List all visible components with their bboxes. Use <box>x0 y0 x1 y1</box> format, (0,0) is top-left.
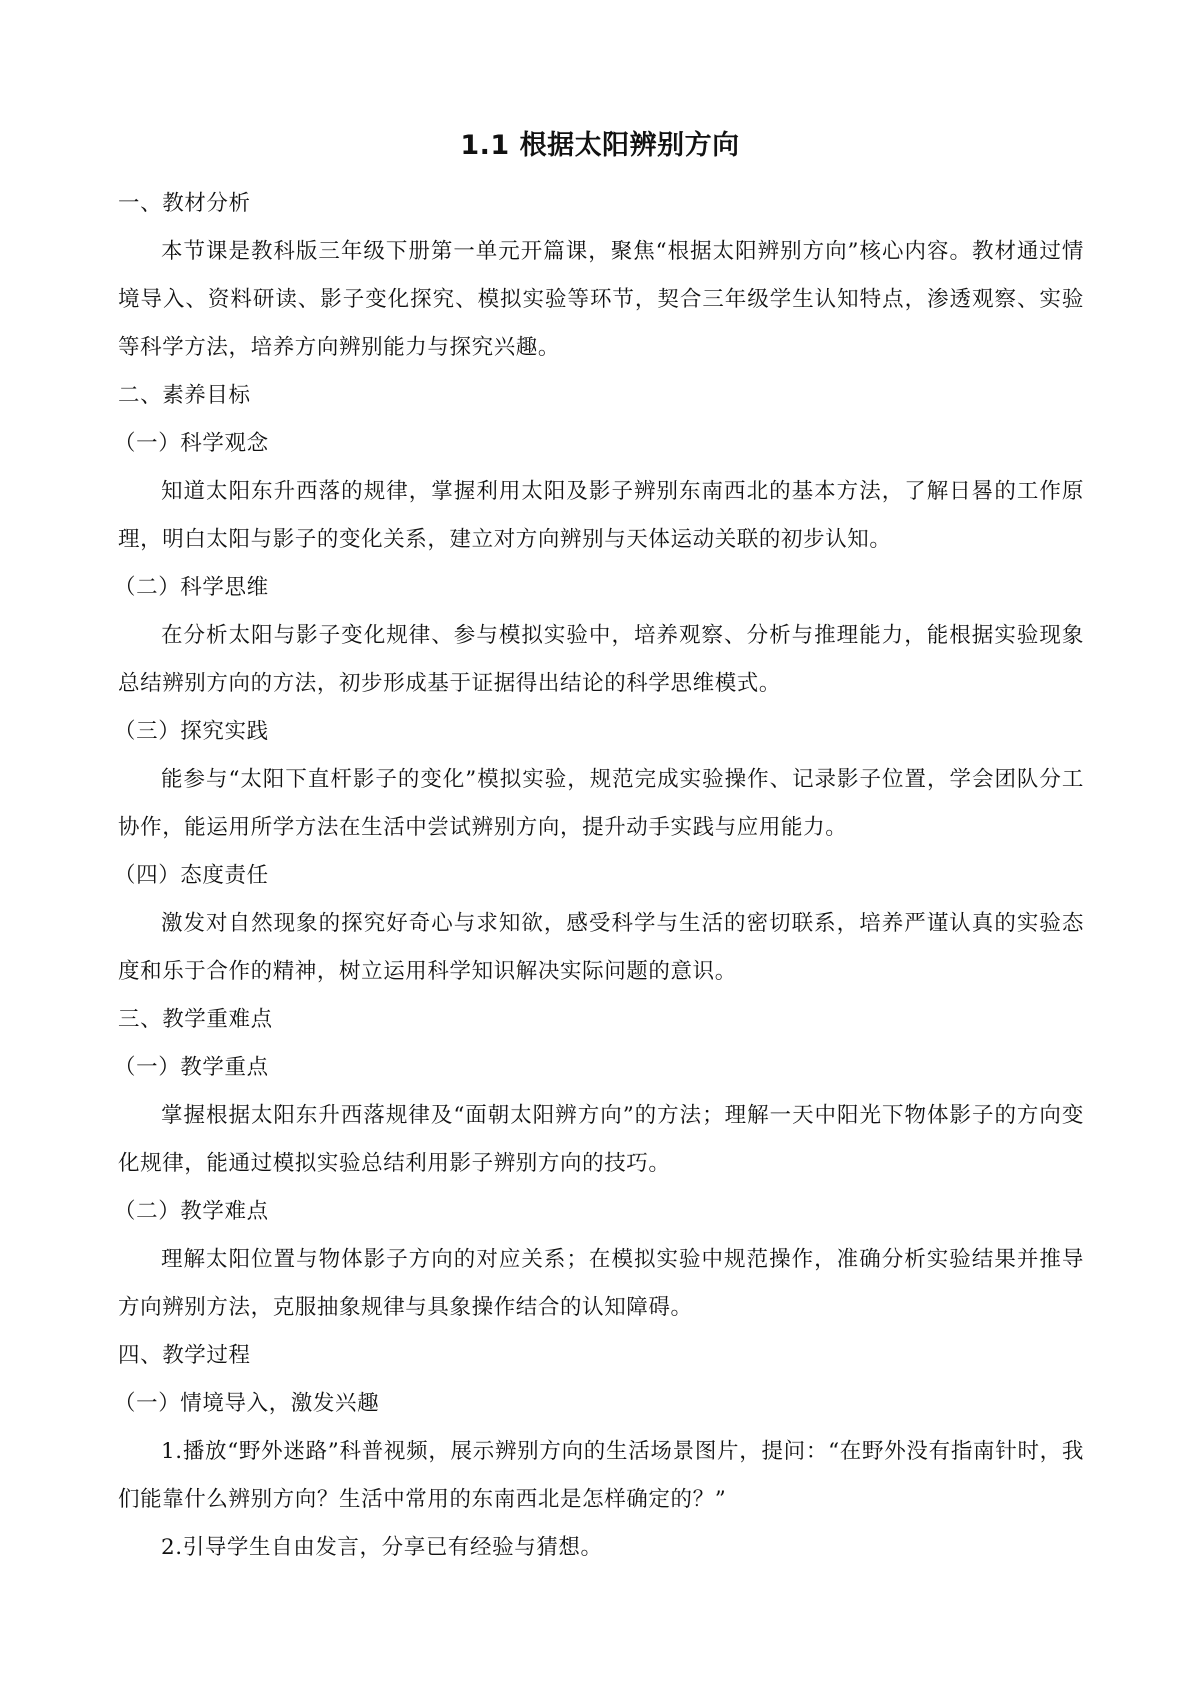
paragraph-process-step-2: 2.引导学生自由发言，分享已有经验与猜想。 <box>161 1535 603 1560</box>
subheading-attitude-responsibility: （四）态度责任 <box>114 863 269 888</box>
subheading-teaching-difficulty: （二）教学难点 <box>114 1199 269 1224</box>
paragraph-scientific-thinking: 在分析太阳与影子变化规律、参与模拟实验中，培养观察、分析与推理能力，能根据实验现象总结辨别方向的方法，初步形成基于证据得出结论的科学思维模式。 <box>118 623 1084 696</box>
subheading-situation-introduction: （一）情境导入，激发兴趣 <box>114 1391 380 1416</box>
paragraph-teaching-difficulty: 理解太阳位置与物体影子方向的对应关系；在模拟实验中规范操作，准确分析实验结果并推导方向辨别方法，克服抽象规律与具象操作结合的认知障碍。 <box>118 1247 1084 1320</box>
paragraph-inquiry-practice: 能参与“太阳下直杆影子的变化”模拟实验，规范完成实验操作、记录影子位置，学会团队分工协作，能运用所学方法在生活中尝试辨别方向，提升动手实践与应用能力。 <box>118 767 1084 840</box>
paragraph-process-step-1: 1.播放“野外迷路”科普视频，展示辨别方向的生活场景图片，提问：“在野外没有指南针时，我们能靠什么辨别方向？生活中常用的东南西北是怎样确定的？” <box>118 1439 1084 1512</box>
subheading-scientific-concept: （一）科学观念 <box>114 431 269 456</box>
paragraph-material-analysis: 本节课是教科版三年级下册第一单元开篇课，聚焦“根据太阳辨别方向”核心内容。教材通过情境导入、资料研读、影子变化探究、模拟实验等环节，契合三年级学生认知特点，渗透观察、实验等科学方法，培养方向辨别能力与探究兴趣。 <box>118 239 1084 360</box>
section-heading-teaching-process: 四、教学过程 <box>118 1343 251 1368</box>
page-title: 1.1 根据太阳辨别方向 <box>460 130 740 161</box>
paragraph-attitude-responsibility: 激发对自然现象的探究好奇心与求知欲，感受科学与生活的密切联系，培养严谨认真的实验态度和乐于合作的精神，树立运用科学知识解决实际问题的意识。 <box>118 911 1084 984</box>
paragraph-teaching-focus: 掌握根据太阳东升西落规律及“面朝太阳辨方向”的方法；理解一天中阳光下物体影子的方向变化规律，能通过模拟实验总结利用影子辨别方向的技巧。 <box>118 1103 1084 1176</box>
subheading-inquiry-practice: （三）探究实践 <box>114 719 269 744</box>
section-heading-literacy-goals: 二、素养目标 <box>118 383 251 408</box>
subheading-scientific-thinking: （二）科学思维 <box>114 575 269 600</box>
paragraph-scientific-concept: 知道太阳东升西落的规律，掌握利用太阳及影子辨别东南西北的基本方法，了解日晷的工作原理，明白太阳与影子的变化关系，建立对方向辨别与天体运动关联的初步认知。 <box>118 479 1084 552</box>
section-heading-material-analysis: 一、教材分析 <box>118 191 251 216</box>
document-body <box>114 180 1084 1572</box>
subheading-teaching-focus: （一）教学重点 <box>114 1055 269 1080</box>
section-heading-key-difficult-points: 三、教学重难点 <box>118 1007 273 1032</box>
